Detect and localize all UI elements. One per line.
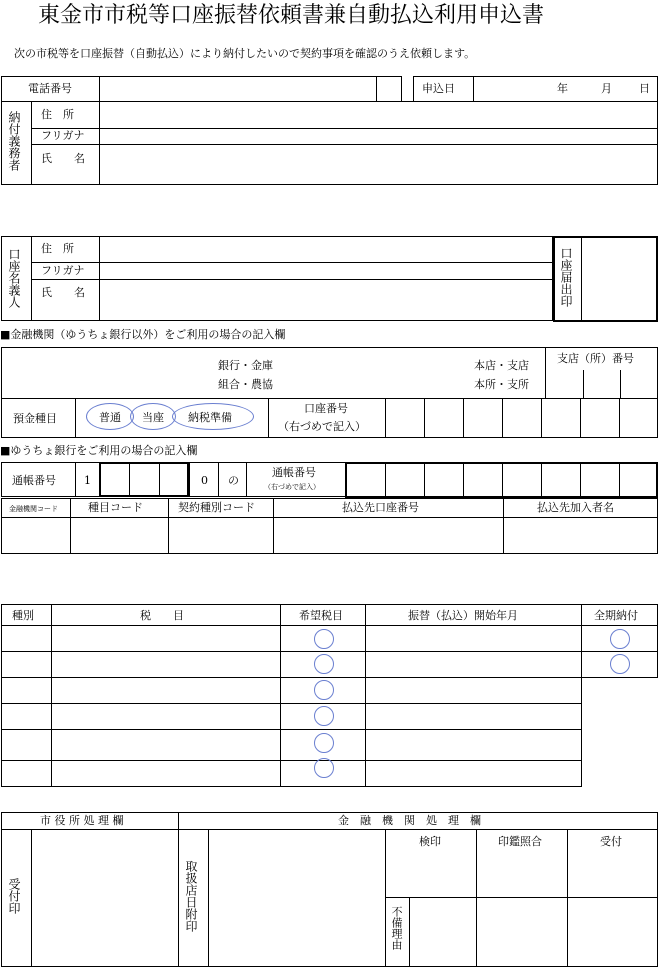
tax-col-start: 振替（払込）開始年月 <box>408 609 518 622</box>
holder-furigana-input[interactable] <box>100 263 552 279</box>
branch-name-input[interactable] <box>280 349 470 397</box>
full-payment-check-2[interactable] <box>610 654 630 674</box>
application-date-input[interactable] <box>474 77 554 101</box>
branch-type-1: 本店・支店 <box>474 359 529 372</box>
passbook-code-label: 通帳番号 <box>12 474 56 487</box>
taxpayer-side-label: 納付義務者 <box>7 111 21 171</box>
reception-label: 受付 <box>600 835 622 848</box>
desired-tax-check-4[interactable] <box>314 706 334 726</box>
seal-stamp-area[interactable] <box>582 238 656 320</box>
deposit-option-current-label: 当座 <box>142 411 164 424</box>
branch-date-seal-label: 取扱店日附印 <box>184 860 198 932</box>
desired-tax-check-2[interactable] <box>314 654 334 674</box>
branch-code-label: 支店（所）番号 <box>557 352 634 365</box>
desired-tax-check-3[interactable] <box>314 680 334 700</box>
phone-label: 電話番号 <box>28 82 72 95</box>
item-code-label: 種目コード <box>88 501 143 514</box>
full-payment-check-1[interactable] <box>610 629 630 649</box>
bank-section-heading: ■金融機関（ゆうちょ銀行以外）をご利用の場合の記入欄 <box>0 328 286 341</box>
deposit-option-ordinary-label: 普通 <box>99 411 121 424</box>
taxpayer-name-input[interactable] <box>100 145 657 184</box>
passbook-number-note: （右づめで記入） <box>264 483 320 491</box>
month-label: 月 <box>601 82 612 95</box>
account-number-input[interactable] <box>386 399 657 437</box>
passbook-digit-0: 0 <box>201 474 208 487</box>
city-processing-label: 市 役 所 処 理 欄 <box>40 814 124 827</box>
taxpayer-address-label: 住 所 <box>41 108 74 121</box>
taxpayer-name-label: 氏 名 <box>41 152 85 165</box>
passbook-number-label: 通帳番号 <box>272 466 316 479</box>
seal-label: 口座届出印 <box>559 247 573 307</box>
receipt-seal-label: 受付印 <box>7 878 21 914</box>
deposit-type-label: 預金種目 <box>13 412 57 425</box>
deposit-option-tax-reserve-label: 納税準備 <box>188 411 232 424</box>
taxpayer-address-input[interactable] <box>100 102 657 128</box>
transfer-account-input[interactable] <box>274 518 502 553</box>
date-label: 申込日 <box>422 82 455 95</box>
holder-address-input[interactable] <box>100 237 552 262</box>
taxpayer-furigana-label: フリガナ <box>41 129 85 142</box>
institution-code-label: 金融機関コード <box>9 505 58 513</box>
day-label: 日 <box>639 82 650 95</box>
holder-name-input[interactable] <box>100 280 552 320</box>
seal-check-label: 印鑑照合 <box>498 835 542 848</box>
branch-type-2: 本所・支所 <box>474 378 529 391</box>
bank-type-2: 組合・農協 <box>218 378 273 391</box>
passbook-code-input[interactable] <box>101 464 187 495</box>
tax-col-item: 税 目 <box>140 609 184 622</box>
desired-tax-check-1[interactable] <box>314 629 334 649</box>
reject-reason-label: 不備理由 <box>390 906 403 950</box>
contract-code-label: 契約種別コード <box>178 501 255 514</box>
tax-col-kind: 種別 <box>12 609 34 622</box>
holder-address-label: 住 所 <box>41 242 74 255</box>
bank-processing-label: 金 融 機 関 処 理 欄 <box>338 814 481 827</box>
page-title: 東金市市税等口座振替依頼書兼自動払込利用申込書 <box>38 3 545 28</box>
holder-side-label: 口座名義人 <box>7 248 21 308</box>
passbook-number-input[interactable] <box>347 464 656 496</box>
contract-code-input[interactable] <box>169 518 272 553</box>
transfer-account-label: 払込先口座番号 <box>342 501 419 514</box>
passbook-no-separator: の <box>228 474 239 487</box>
passbook-digit-1: 1 <box>84 474 91 487</box>
subscriber-name-label: 払込先加入者名 <box>537 501 614 514</box>
item-code-input[interactable] <box>71 518 167 553</box>
subscriber-name-input[interactable] <box>504 518 657 553</box>
taxpayer-furigana-input[interactable] <box>100 129 657 144</box>
bank-type-1: 銀行・金庫 <box>218 359 273 372</box>
account-number-note: （右づめで記入） <box>278 420 366 433</box>
inspection-label: 検印 <box>419 835 441 848</box>
desired-tax-check-6[interactable] <box>314 758 334 778</box>
tax-col-full: 全期納付 <box>594 609 638 622</box>
yucho-section-heading: ■ゆうちょ銀行をご利用の場合の記入欄 <box>0 444 198 457</box>
year-label: 年 <box>557 82 568 95</box>
holder-name-label: 氏 名 <box>41 286 85 299</box>
branch-code-input[interactable] <box>546 371 657 398</box>
phone-input[interactable] <box>100 77 375 101</box>
bank-name-input[interactable] <box>4 349 214 397</box>
institution-code-input[interactable] <box>2 518 69 553</box>
holder-furigana-label: フリガナ <box>41 264 85 277</box>
intro-text: 次の市税等を口座振替（自動払込）により納付したいので契約事項を確認のうえ依頼します。 <box>14 47 476 60</box>
desired-tax-check-5[interactable] <box>314 733 334 753</box>
tax-col-desired: 希望税目 <box>299 609 343 622</box>
account-number-label: 口座番号 <box>304 402 348 415</box>
processing-box <box>1 812 658 967</box>
